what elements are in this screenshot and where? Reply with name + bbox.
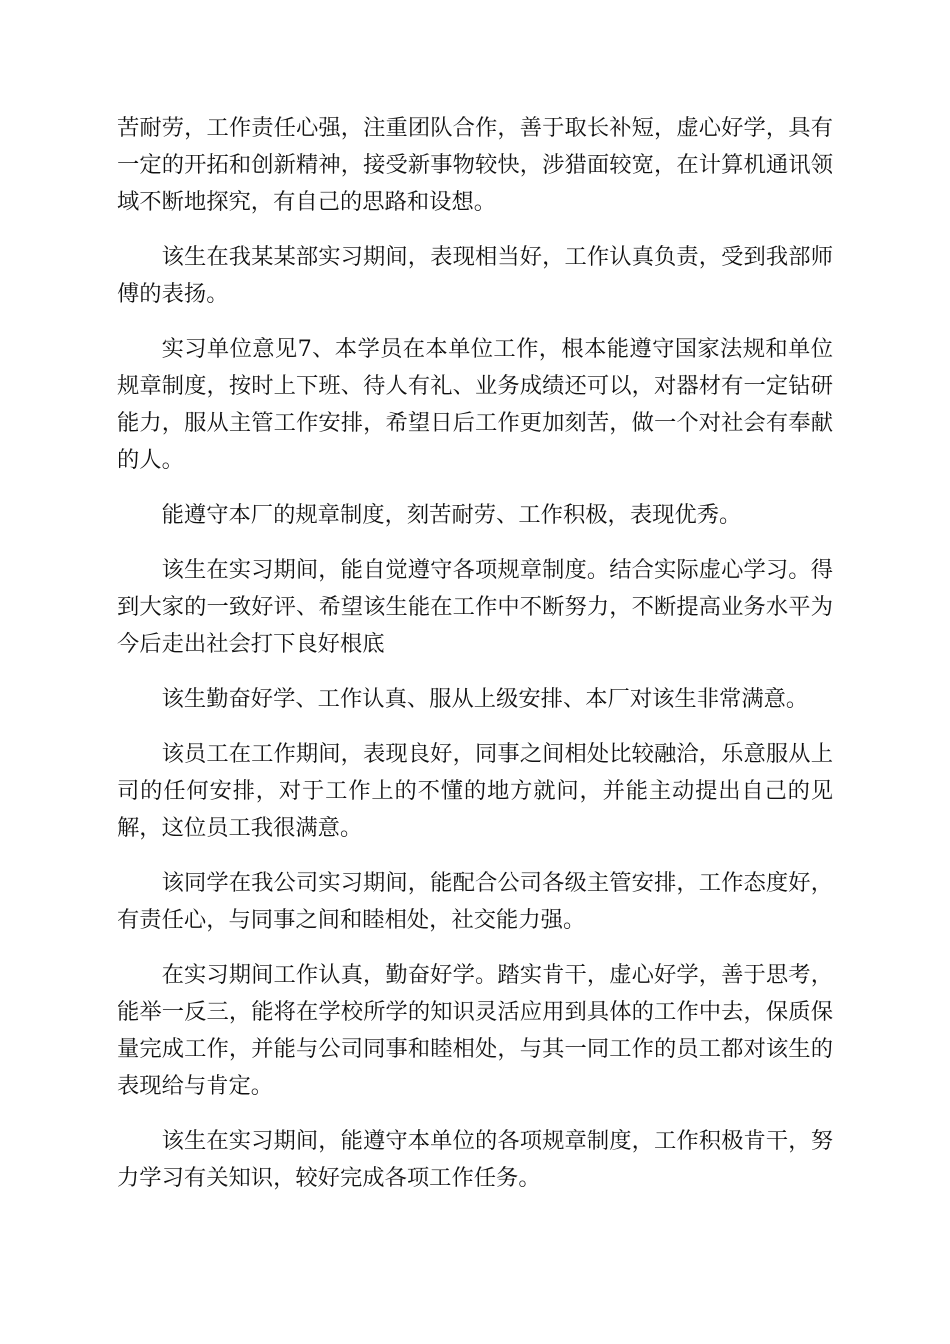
- paragraph: 实习单位意见7、本学员在本单位工作，根本能遵守国家法规和单位规章制度，按时上下班、待人有礼、业务成绩还可以，对器材有一定钻研能力，服从主管工作安排，希望日后工作更加刻苦，做一个对社会有奉献的人。: [117, 336, 833, 473]
- paragraph: 该同学在我公司实习期间，能配合公司各级主管安排，工作态度好，有责任心，与同事之间和睦相处，社交能力强。: [117, 870, 833, 933]
- paragraph-continued: 苦耐劳，工作责任心强，注重团队合作，善于取长补短，虚心好学，具有一定的开拓和创新精神，接受新事物较快，涉猎面较宽，在计算机通讯领域不断地探究，有自己的思路和设想。: [117, 115, 833, 215]
- paragraph: 该生勤奋好学、工作认真、服从上级安排、本厂对该生非常满意。: [161, 686, 809, 712]
- document-body: [117, 110, 833, 1215]
- paragraph: 在实习期间工作认真，勤奋好学。踏实肯干，虚心好学，善于思考，能举一反三，能将在学校所学的知识灵活应用到具体的工作中去，保质保量完成工作，并能与公司同事和睦相处，与其一同工作的员工都对该生的表现给与肯定。: [117, 962, 833, 1099]
- paragraph: 能遵守本厂的规章制度，刻苦耐劳、工作积极，表现优秀。: [161, 502, 742, 528]
- paragraph: 该员工在工作期间，表现良好，同事之间相处比较融洽，乐意服从上司的任何安排，对于工作上的不懂的地方就问，并能主动提出自己的见解，这位员工我很满意。: [117, 741, 833, 841]
- paragraph: 该生在我某某部实习期间，表现相当好，工作认真负责，受到我部师傅的表扬。: [117, 244, 833, 307]
- paragraph: 该生在实习期间，能自觉遵守各项规章制度。结合实际虚心学习。得到大家的一致好评、希望该生能在工作中不断努力，不断提高业务水平为今后走出社会打下良好根底: [117, 557, 833, 657]
- paragraph: 该生在实习期间，能遵守本单位的各项规章制度，工作积极肯干，努力学习有关知识，较好完成各项工作任务。: [117, 1128, 833, 1191]
